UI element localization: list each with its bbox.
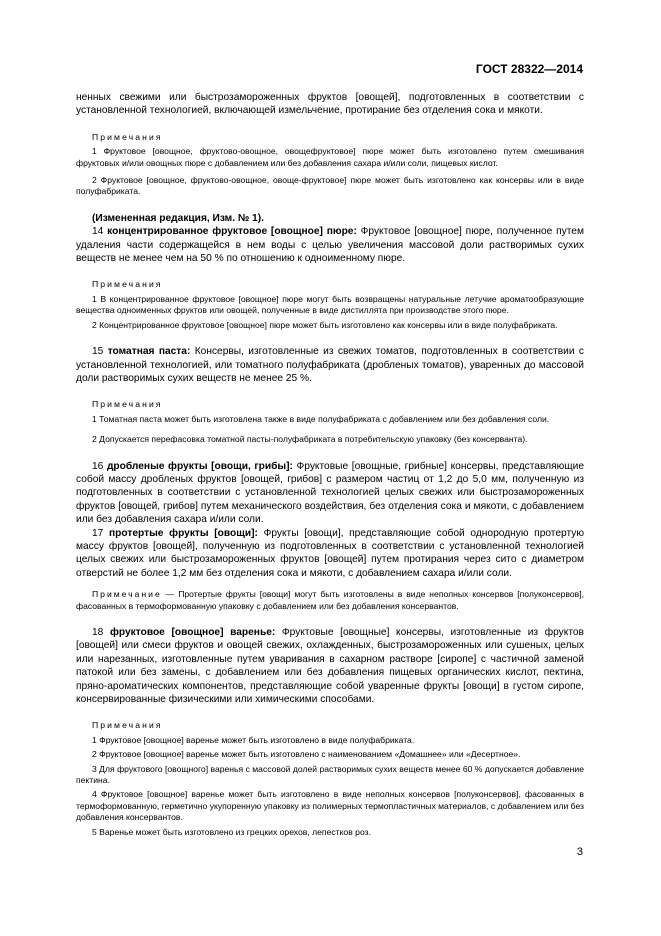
note-17: Примечание — Протертые фрукты [овощи] могут быть изготовлены в виде неполных консервов [полуконсервов], фасованных в термоформованную упаковку с добавлением или без добавления консервантов. [76, 589, 584, 611]
notes-heading: Примечания [92, 279, 163, 290]
note-13-1: 1 Фруктовое [овощное, фруктово-овощное, овощефруктовое] пюре может быть изготовлено путем смешивания фруктовых и/или овощных пюре с добавлением или без добавления сахара и/или соли, пищевых кислот. [76, 146, 584, 168]
note-14-2: 2 Концентрированное фруктовое [овощное] пюре может быть изготовлено как консервы или в виде полуфабриката. [92, 319, 558, 330]
note-18-1: 1 Фруктовое [овощное] варенье может быть изготовлено в виде полуфабриката. [92, 734, 415, 745]
note-18-2: 2 Фруктовое [овощное] варенье может быть изготовлено с наименованием «Домашнее» или «Десертное». [92, 749, 521, 760]
note-15-2: 2 Допускается перефасовка томатной пасты-полуфабриката в потребительскую упаковку (без консерванта). [92, 434, 528, 445]
note-15-1: 1 Томатная паста может быть изготовлена также в виде полуфабриката с добавлением или без добавления соли. [92, 413, 550, 424]
term-15: 15 томатная паста: Консервы, изготовленные из свежих томатов, подготовленных в соответствии с установленной технологией, или томатного полуфабриката (дробленых томатов), уваренных до массовой доли растворимых сухих веществ не менее 25 %. [76, 346, 584, 384]
notes-heading: Примечания [92, 399, 163, 410]
amendment-note: (Измененная редакция, Изм. № 1). [92, 212, 264, 224]
notes-heading: Примечания [92, 720, 163, 731]
note-18-5: 5 Варенье может быть изготовлено из грецких орехов, лепестков роз. [92, 826, 371, 837]
note-13-2: 2 Фруктовое [овощное, фруктово-овощное, овоще-фруктовое] пюре может быть изготовлено как консервы или в виде полуфабриката. [76, 175, 584, 197]
term-18: 18 фруктовое [овощное] варенье: Фруктовые [овощные] консервы, изготовленные из фруктов [овощей] или смеси фруктов и овощей свежих, охлажденных, быстрозамороженных или сушеных, целых или нарезанных, изготовленные путем уваривания в сахарном растворе [сиропе] с частичной заменой патокой или без замены, с добавлением или без добавления пищевых органических кислот, пектина, пряно-ароматических компонентов, представляющие собой уваренные фрукты [овощи] в густом сиропе, консервированные физическими или химическими способами. [76, 627, 584, 706]
note-18-3: 3 Для фруктового [овощного] варенья с массовой долей растворимых сухих веществ менее 60 % допускается добавление пектина. [76, 763, 584, 786]
term-16: 16 дробленые фрукты [овощи, грибы]: Фруктовые [овощные, грибные] консервы, представляющие собой массу дробленых фруктов [овощей, грибов] с размером частиц от 1,2 до 5,0 мм, полученную из подготовленных в соответствии с установленной технологией целых свежих или быстрозамороженных фруктов [овощей, грибов] путем механического воздействия, без отделения сока и мякоти, с добавлением или без добавления сахара и/или соли. [76, 460, 584, 526]
page-content [76, 91, 584, 838]
page-number: 3 [576, 846, 583, 858]
standard-number: ГОСТ 28322—2014 [475, 62, 583, 76]
term-14: 14 концентрированное фруктовое [овощное] пюре: Фруктовое [овощное] пюре, полученное путем удаления части содержащейся в нем воды с целью увеличения массовой доли растворимых сухих веществ не менее чем на 50 % по отношению к одноименному пюре. [76, 226, 584, 265]
continued-paragraph: ненных свежими или быстрозамороженных фруктов [овощей], подготовленных в соответствии с установленной технологией, включающей измельчение, протирание без отделения сока и мякоти. [76, 92, 584, 117]
notes-heading: Примечания [92, 131, 163, 142]
note-14-1: 1 В концентрированное фруктовое [овощное] пюре могут быть возвращены натуральные летучие ароматообразующие вещества одноименных фруктов или овощей, полученные в виде дистиллята при производстве этого пюре. [76, 293, 584, 316]
term-17: 17 протертые фрукты [овощи]: Фрукты [овощи], представляющие собой однородную протертую массу фруктов [овощей], полученную из подготовленных в соответствии с установленной технологией целых свежих или быстрозамороженных фруктов [овощей] путем протирания через сито с диаметром отверстий не более 1,2 мм без отделения сока и мякоти, с добавлением сахара и/или соли. [76, 527, 584, 579]
note-18-4: 4 Фруктовое [овощное] варенье может быть изготовлено в виде неполных консервов [полуконсервов], фасованных в термоформованную, герметично укупоренную упаковку из полимерных термопластичных материалов, с добавлением или без добавления консервантов. [76, 789, 584, 823]
